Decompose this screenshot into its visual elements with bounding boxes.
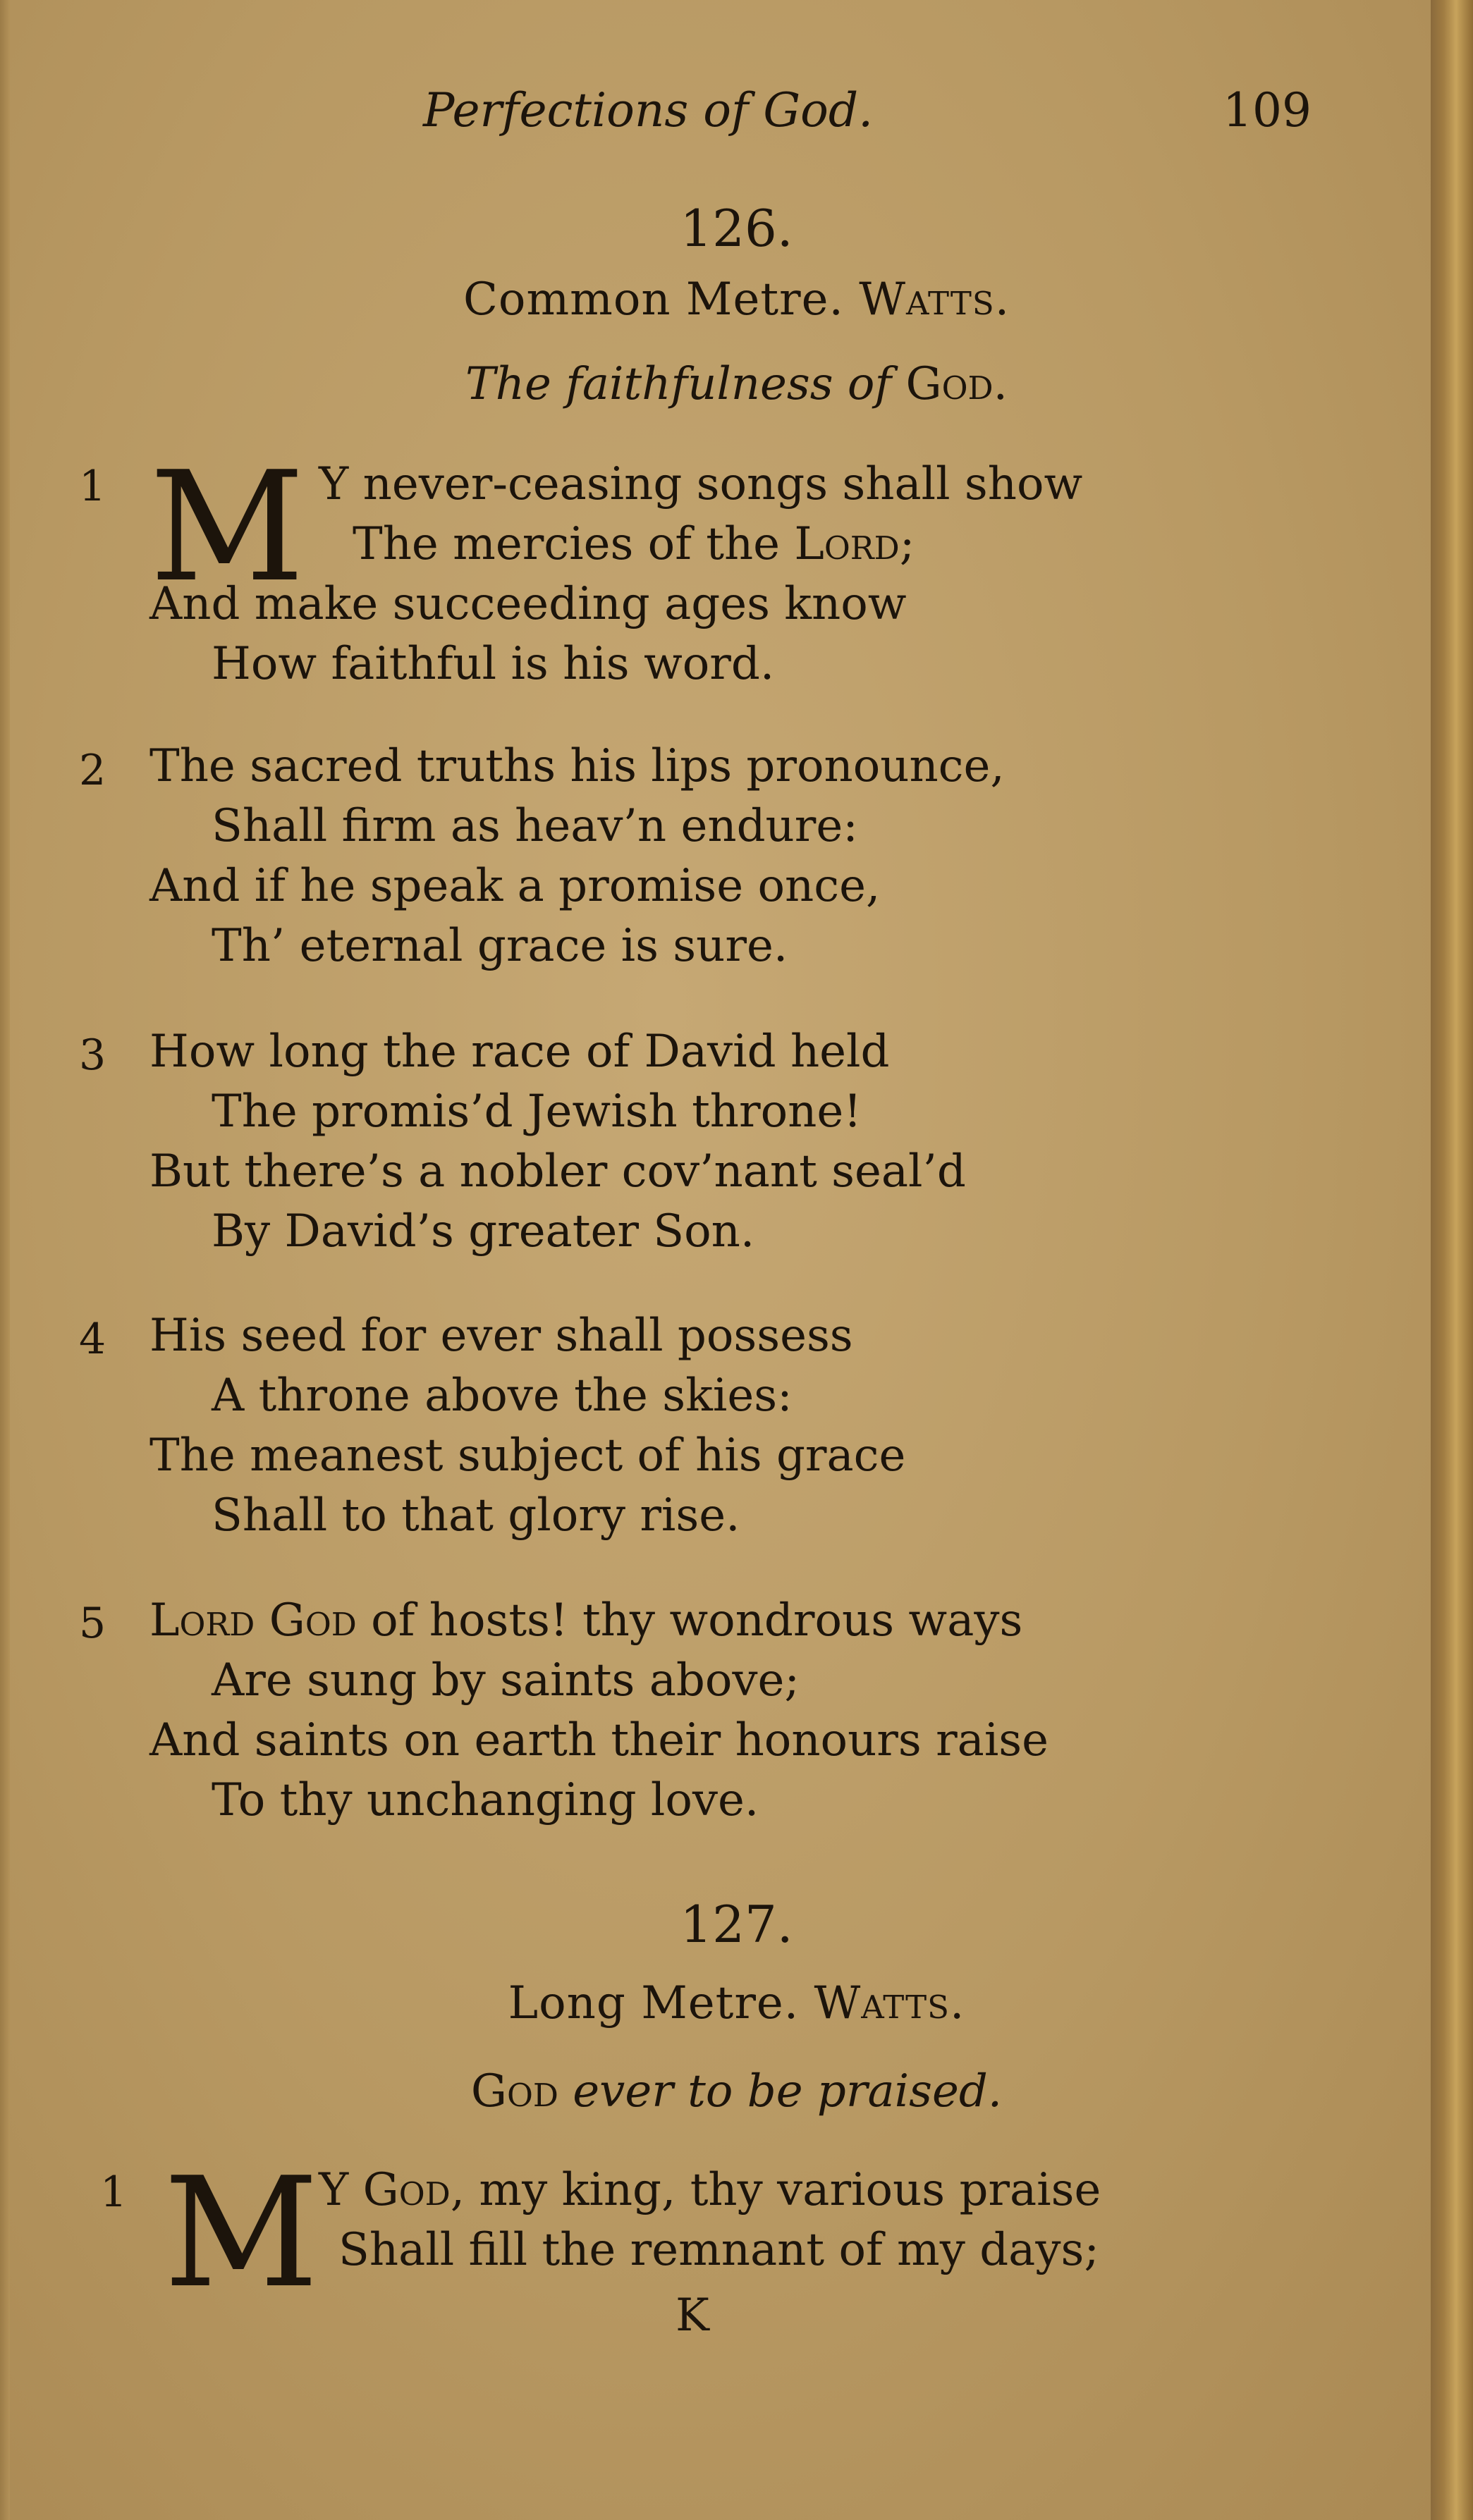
verse-line-god: God	[269, 1594, 357, 1647]
verse-line: And make succeeding ages know	[149, 578, 907, 630]
verse-line: A throne above the skies:	[212, 1370, 793, 1422]
hymn-126-subtitle-italic: The faithfulness of	[465, 358, 892, 410]
verse-line: The sacred truths his lips pronounce,	[149, 740, 1005, 792]
signature-mark: K	[676, 2289, 709, 2342]
verse-number: 1	[100, 2168, 128, 2217]
verse-line: Y never-ceasing songs shall show	[319, 458, 1083, 510]
verse-line: Are sung by saints above;	[212, 1654, 800, 1707]
hymn-127-subtitle	[0, 2065, 1473, 2118]
verse-line: How long the race of David held	[149, 1026, 890, 1078]
verse-line: His seed for ever shall possess	[149, 1310, 853, 1362]
hymn-127-number: 127.	[680, 1895, 793, 1954]
verse-line: How faithful is his word.	[212, 638, 775, 690]
verse-line-lord: Lord	[149, 1594, 255, 1647]
verse-line: Th’ eternal grace is sure.	[212, 920, 788, 972]
verse-line: Shall fill the remnant of my days;	[338, 2224, 1099, 2276]
hymn-126-meter	[0, 273, 1473, 326]
hymn-126-meter-name: Common Metre.	[463, 273, 844, 326]
hymn-126-subtitle-god: God.	[905, 358, 1008, 410]
verse-line-god: God,	[362, 2164, 465, 2216]
verse-line	[149, 1594, 1022, 1647]
hymn-127-meter	[0, 1977, 1473, 2029]
verse-line: The promis’d Jewish throne!	[212, 1086, 862, 1138]
verse-line: Shall firm as heav’n endure:	[212, 800, 858, 852]
verse-number: 3	[79, 1031, 106, 1080]
hymn-126-author: Watts.	[859, 273, 1010, 326]
hymn-127-subtitle-italic: ever to be praised.	[573, 2065, 1003, 2118]
hymn-126-subtitle	[0, 358, 1473, 410]
verse-line-text: of hosts! thy wondrous ways	[371, 1594, 1023, 1647]
verse-line-lord: Lord;	[794, 518, 915, 570]
verse-line-text: my king, thy various praise	[479, 2164, 1101, 2216]
verse-number: 1	[79, 462, 106, 511]
drop-cap: M	[149, 438, 305, 615]
hymn-127-meter-name: Long Metre.	[508, 1977, 800, 2029]
verse-line	[353, 518, 915, 570]
verse-line: By David’s greater Son.	[212, 1205, 755, 1258]
verse-line	[319, 2164, 1101, 2216]
verse-line: To thy unchanging love.	[212, 1774, 759, 1826]
hymn-126-number: 126.	[680, 199, 793, 258]
verse-line: Shall to that glory rise.	[212, 1489, 740, 1542]
running-head-title: Perfections of God.	[423, 83, 874, 137]
hymn-127-author: Watts.	[814, 1977, 965, 2029]
hymn-127-subtitle-god: God	[470, 2065, 558, 2118]
verse-line: The meanest subject of his grace	[149, 1430, 906, 1482]
running-head	[423, 83, 1312, 147]
verse-line-y: Y	[319, 2164, 349, 2216]
verse-line: But there’s a nobler cov’nant seal’d	[149, 1145, 966, 1198]
verse-line-text: The mercies of the	[353, 518, 781, 570]
verse-number: 5	[79, 1599, 106, 1648]
verse-line: And if he speak a promise once,	[149, 860, 881, 912]
drop-cap: M	[164, 2144, 319, 2321]
verse-number: 4	[79, 1315, 106, 1364]
verse-line: And saints on earth their honours raise	[149, 1714, 1049, 1766]
verse-number: 2	[79, 746, 106, 795]
page-number: 109	[1223, 83, 1312, 137]
